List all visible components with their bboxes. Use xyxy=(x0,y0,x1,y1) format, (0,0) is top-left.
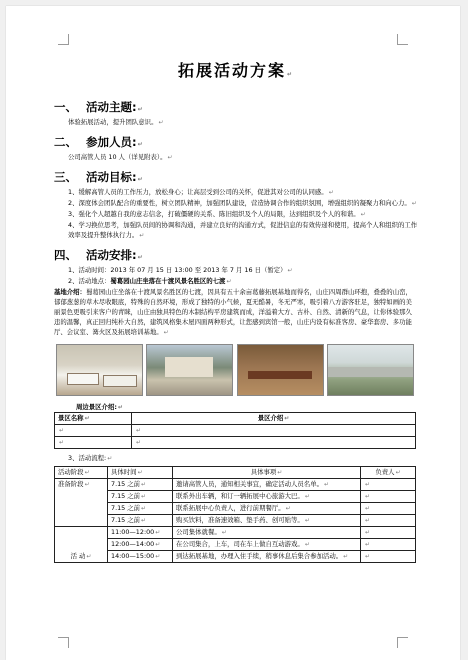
owner-cell[interactable]: ↵ xyxy=(361,515,416,527)
table-cell[interactable]: ↵ xyxy=(132,425,416,437)
task-cell: 购买饮料，准备速效箱、垫手药、创可贴等。↵ xyxy=(173,515,361,527)
table-header: 负责人↵ xyxy=(361,467,416,479)
time-cell: 7.15 之前↵ xyxy=(108,515,173,527)
flow-heading: 3、活动流程:↵ xyxy=(68,454,113,462)
table-row xyxy=(55,413,416,425)
time-cell: 7.15 之前↵ xyxy=(108,503,173,515)
crop-mark xyxy=(58,34,69,45)
time-cell: 11:00—12:00↵ xyxy=(108,527,173,539)
time-cell: 12:00—14:00↵ xyxy=(108,539,173,551)
goal-item: 4、学习换位思考，加强队员间的协调和沟通，并建立良好的沟通方式，促进信息的有效传递和使用，提高个人和组织的工作效率及提升整体执行力。↵ xyxy=(68,221,418,239)
nearby-table xyxy=(54,412,416,449)
stage-cell: 活 动↵ xyxy=(55,527,108,563)
table-row xyxy=(55,503,416,515)
table-row xyxy=(55,491,416,503)
theme-text: 体验拓展活动，提升团队意识。↵ xyxy=(68,118,164,126)
table-header: 景区名称↵ xyxy=(55,413,132,425)
section-heading: 二、 参加人员:↵ xyxy=(54,135,143,149)
table-header: 景区介绍↵ xyxy=(132,413,416,425)
base-intro: 基地介绍：蜀葛园山庄坐落在十渡风景名胜区的七渡，因具有五十余亩葛藤拓展基地而得名，山庄四周群山环抱，叠叠的山峦，郁郁葱葱的草木尽收眼底，特殊的自然环境，形成了独特的小气候，夏无酷暑，冬无严寒，吸引着八方游客驻足，独特如画的美丽景色更吸引来客户的青睐，山庄由独具特色的木制结构平房建筑而成，洋溢着大方、古朴、自然、清新的气息，让你体验那久违的温馨，真正回归纯朴大自然，建筑风格集木屋四面两种形式，让您感到宾馆一般，山庄内设有标准客房、豪华套房、多功能厅、会议室、篝火区及拓展培训基地。↵ xyxy=(54,288,412,336)
stage-cell: 准备阶段↵ xyxy=(55,479,108,527)
document-body[interactable] xyxy=(54,50,418,563)
table-header: 具体时间↵ xyxy=(108,467,173,479)
table-row xyxy=(55,539,416,551)
participants-text: 公司高管人员 10 人（详见附表）。↵ xyxy=(68,153,173,161)
owner-cell[interactable]: ↵ xyxy=(361,503,416,515)
task-cell: 在公司集合，上车，司在车上做自互动游戏。↵ xyxy=(173,539,361,551)
flow-table xyxy=(54,466,416,563)
goal-item: 3、强化个人超越自我的意志信念，打破僵硬的关系、陈旧组织及个人的局限，达到组织及个人的和谐。↵ xyxy=(68,210,366,218)
photo-garden-icon xyxy=(327,344,414,396)
section-heading: 四、 活动安排:↵ xyxy=(54,248,143,262)
task-cell: 到达拓展基地，办理入住手续，稍事休息后集合参加活动。↵ xyxy=(173,551,361,563)
table-row xyxy=(55,425,416,437)
crop-mark xyxy=(397,34,408,45)
owner-cell[interactable]: ↵ xyxy=(361,527,416,539)
table-row xyxy=(55,437,416,449)
table-row xyxy=(55,467,416,479)
crop-mark xyxy=(397,637,408,648)
time-cell: 7.15 之前↵ xyxy=(108,491,173,503)
task-cell: 公司集体就餐。↵ xyxy=(173,527,361,539)
owner-cell[interactable]: ↵ xyxy=(361,479,416,491)
document-title: 拓展活动方案↵ xyxy=(177,61,295,80)
owner-cell[interactable]: ↵ xyxy=(361,539,416,551)
photo-bedroom-icon xyxy=(56,344,143,396)
nearby-heading: 周边景区介绍:↵ xyxy=(76,403,123,411)
table-row xyxy=(55,515,416,527)
goal-item: 1、缓解高管人员的工作压力，放松身心；让高层受到公司的关怀，促进其对公司的认同感。↵ xyxy=(68,188,334,196)
time-cell: 7.15 之前↵ xyxy=(108,479,173,491)
photo-row xyxy=(56,344,414,396)
table-row xyxy=(55,527,416,539)
table-cell[interactable]: ↵ xyxy=(55,437,132,449)
section-heading: 三、 活动目标:↵ xyxy=(54,170,143,184)
task-cell: 邀请高管人员，通知相关事宜，确定活动人员名单。↵ xyxy=(173,479,361,491)
document-page xyxy=(6,6,460,660)
task-cell: 联系外出车辆，和订一辆拓展中心旅游大巴。↵ xyxy=(173,491,361,503)
crop-mark xyxy=(58,637,69,648)
owner-cell[interactable]: ↵ xyxy=(361,551,416,563)
goal-item: 2、深度体会团队配合的重要性，树立团队精神，加强团队建设，营造协调合作的组织氛围，增强组织的凝聚力和向心力。↵ xyxy=(68,199,417,207)
photo-building-icon xyxy=(146,344,233,396)
table-cell[interactable]: ↵ xyxy=(55,425,132,437)
activity-time: 1、活动时间：2013 年 07 月 15 日 13:00 至 2013 年 7 月 16 日（暂定）↵ xyxy=(68,266,293,274)
table-header: 具体事项↵ xyxy=(173,467,361,479)
owner-cell[interactable]: ↵ xyxy=(361,491,416,503)
task-cell: 联系拓展中心负责人，进行前期餐厅。↵ xyxy=(173,503,361,515)
section-heading: 一、 活动主题:↵ xyxy=(54,100,143,114)
photo-dining-hall-icon xyxy=(237,344,324,396)
activity-place: 2、活动地点：蜀葛园山庄坐落在十渡风景名胜区的七渡↵ xyxy=(68,277,232,285)
time-cell: 14:00—15:00↵ xyxy=(108,551,173,563)
table-row xyxy=(55,479,416,491)
table-header: 活动阶段↵ xyxy=(55,467,108,479)
table-cell[interactable]: ↵ xyxy=(132,437,416,449)
table-row xyxy=(55,551,416,563)
